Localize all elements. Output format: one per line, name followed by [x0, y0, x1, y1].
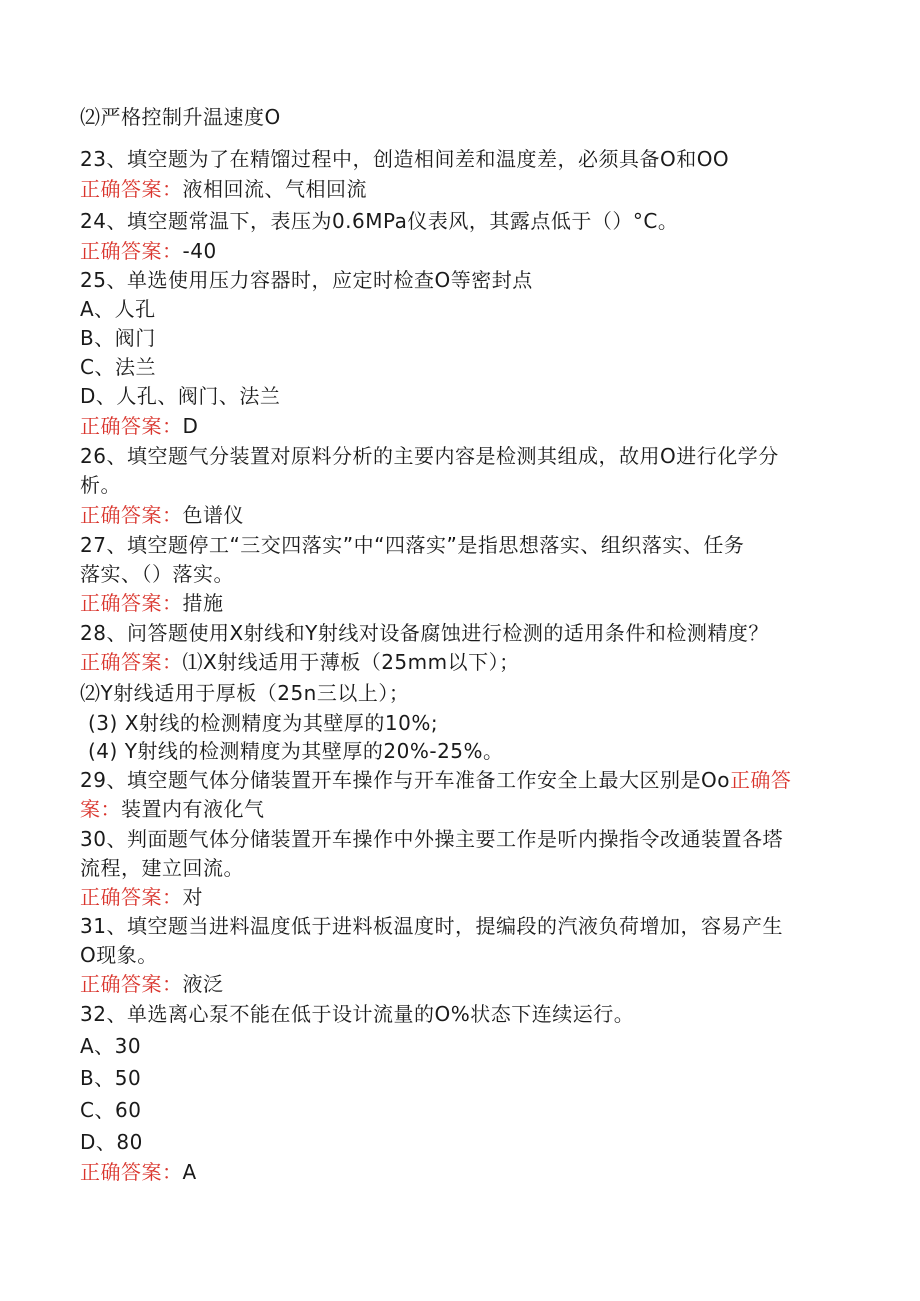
answer-27	[80, 589, 224, 617]
answer-25	[80, 412, 198, 440]
answer-31	[80, 970, 224, 998]
answer-text: A	[182, 1160, 197, 1184]
answer-label: 正确答案：	[80, 650, 183, 674]
question-26: 26、填空题气分装置对原料分析的主要内容是检测其组成，故用O进行化学分	[80, 444, 779, 468]
answer-label: 正确答案：	[80, 414, 183, 438]
answer-text: -40	[182, 239, 217, 263]
question-29	[80, 766, 791, 794]
answer-label: 案：	[80, 797, 121, 821]
option-a: A、人孔	[80, 297, 156, 321]
answer-text: 液泛	[182, 972, 224, 996]
question-27: 27、填空题停工“三交四落实”中“四落实”是指思想落实、组织落实、任务	[80, 533, 745, 557]
question-30: 30、判面题气体分储装置开车操作中外操主要工作是听内操指令改通装置各塔	[80, 827, 783, 851]
answer-26	[80, 501, 244, 529]
answer-text: D	[182, 414, 199, 438]
question-26-cont: 析。	[80, 473, 121, 497]
answer-label: 正确答案：	[80, 239, 183, 263]
question-28: 28、问答题使用X射线和Y射线对设备腐蚀进行检测的适用条件和检测精度？	[80, 621, 769, 645]
answer-28-line-2: ⑵Y射线适用于厚板（25n三以上）；	[80, 681, 410, 705]
question-31-cont: O现象。	[80, 943, 158, 967]
text-line: ⑵严格控制升温速度O	[80, 105, 281, 129]
question-24: 24、填空题常温下，表压为0.6MPa仪表风，其露点低于（）°C。	[80, 209, 679, 233]
question-25: 25、单选使用压力容器时，应定时检查O等密封点	[80, 268, 533, 292]
option-b: B、阀门	[80, 326, 156, 350]
answer-text: 液相回流、气相回流	[182, 177, 367, 201]
question-23: 23、填空题为了在精馏过程中，创造相间差和温度差，必须具备O和OO	[80, 147, 730, 171]
question-27-cont: 落实、（）落实。	[80, 562, 234, 586]
option-c: C、60	[80, 1098, 142, 1122]
answer-label: 正确答	[729, 768, 792, 792]
answer-label: 正确答案：	[80, 972, 183, 996]
question-30-cont: 流程，建立回流。	[80, 856, 244, 880]
answer-label: 正确答案：	[80, 885, 183, 909]
answer-32	[80, 1158, 197, 1186]
answer-label: 正确答案：	[80, 1160, 183, 1184]
option-d: D、人孔、阀门、法兰	[80, 384, 281, 408]
answer-text: 色谱仪	[182, 503, 244, 527]
answer-label: 正确答案：	[80, 503, 183, 527]
answer-text: ⑴X射线适用于薄板（25mm以下）；	[182, 650, 520, 674]
answer-24	[80, 237, 217, 265]
answer-label: 正确答案：	[80, 591, 183, 615]
option-b: B、50	[80, 1066, 142, 1090]
question-31: 31、填空题当进料温度低于进料板温度时，提编段的汽液负荷增加，容易产生	[80, 914, 783, 938]
answer-text: 装置内有液化气	[121, 797, 265, 821]
option-d: D、80	[80, 1130, 143, 1154]
question-32: 32、单选离心泵不能在低于设计流量的O%状态下连续运行。	[80, 1002, 635, 1026]
question-text: 29、填空题气体分储装置开车操作与开车准备工作安全上最大区别是Oo	[80, 768, 730, 792]
answer-text: 对	[182, 885, 203, 909]
answer-23	[80, 175, 367, 203]
answer-28-line-4: (4) Y射线的检测精度为其壁厚的20%-25%。	[88, 739, 504, 763]
option-c: C、法兰	[80, 355, 156, 379]
option-a: A、30	[80, 1034, 142, 1058]
answer-text: 措施	[182, 591, 224, 615]
answer-30	[80, 883, 203, 911]
answer-label: 正确答案：	[80, 177, 183, 201]
answer-29	[80, 795, 265, 823]
answer-28	[80, 648, 520, 676]
answer-28-line-3: (3) X射线的检测精度为其壁厚的10%;	[88, 711, 439, 735]
